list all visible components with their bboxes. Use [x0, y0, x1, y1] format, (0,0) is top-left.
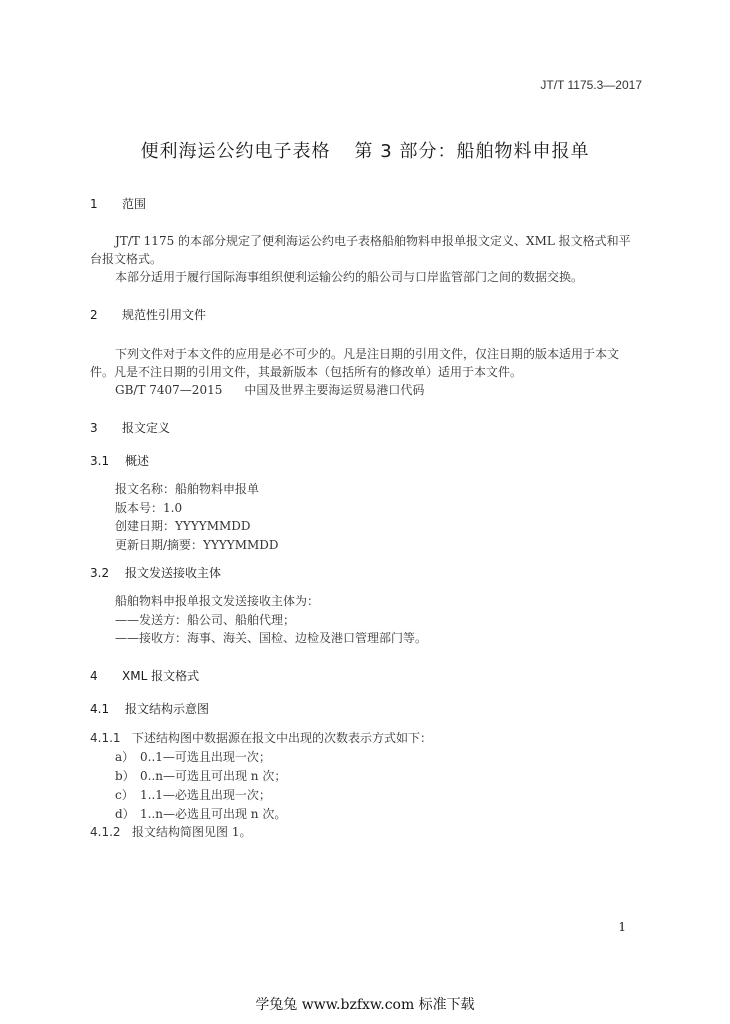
list-item	[115, 767, 286, 784]
section-number: 4	[90, 669, 98, 683]
reference-title: 中国及世界主要海运贸易港口代码	[244, 383, 425, 397]
section-title: 报文定义	[122, 421, 171, 435]
clause-text: 下述结构图中数据源在报文中出现的次数表示方式如下：	[132, 731, 433, 745]
section-3-heading	[90, 419, 170, 436]
reference-code: GB/T 7407—2015	[115, 383, 223, 397]
creation-date: 创建日期：YYYYMMDD	[115, 519, 251, 533]
sender-item: ——发送方：船公司、船舶代理；	[115, 613, 296, 627]
section-2-heading	[90, 306, 206, 323]
section-number: 3.2	[90, 566, 110, 580]
section-4-heading	[90, 667, 199, 684]
list-item-text: 0..1—可选且出现一次；	[140, 750, 271, 764]
title-part: 第 3 部分：船舶物料申报单	[354, 141, 590, 162]
clause-text: 报文结构简图见图 1。	[132, 825, 252, 839]
section-number: 3	[90, 421, 98, 435]
s1-paragraph-1b: 台报文格式。	[90, 252, 163, 266]
clause-number: 4.1.2	[90, 825, 121, 839]
section-title: 报文结构示意图	[125, 702, 210, 716]
section-3-2-heading	[90, 564, 221, 581]
list-item-text: 1..n—必选且可出现 n 次。	[140, 807, 287, 821]
section-1-heading	[90, 195, 146, 212]
section-title: 概述	[125, 454, 150, 468]
list-item-label: c）	[115, 788, 134, 802]
list-item-label: d）	[115, 807, 135, 821]
section-3-1-heading	[90, 452, 149, 469]
section-number: 2	[90, 308, 98, 322]
clause-number: 4.1.1	[90, 731, 121, 745]
section-title: 范围	[122, 197, 147, 211]
section-title: 规范性引用文件	[122, 308, 207, 322]
s1-paragraph-1a: JT/T 1175 的本部分规定了便利海运公约电子表格船舶物料申报单报文定义、XML 报文格式和平	[115, 234, 631, 248]
list-item-label: a）	[115, 750, 135, 764]
list-item	[115, 786, 271, 803]
document-title	[0, 137, 730, 163]
clause-4-1-2	[90, 823, 251, 840]
section-title: XML 报文格式	[122, 669, 200, 683]
section-4-1-heading	[90, 700, 209, 717]
list-item-text: 0..n—可选且可出现 n 次；	[140, 769, 287, 783]
section-number: 1	[90, 197, 98, 211]
update-date: 更新日期/摘要：YYYYMMDD	[115, 538, 279, 552]
list-item-text: 1..1—必选且出现一次；	[140, 788, 271, 802]
standard-code: JT/T 1175.3—2017	[540, 78, 642, 92]
normative-reference	[115, 381, 424, 398]
clause-4-1-1	[90, 729, 432, 746]
receiver-item: ——接收方：海事、海关、国检、边检及港口管理部门等。	[115, 631, 428, 645]
section-number: 3.1	[90, 454, 110, 468]
page-number: 1	[618, 920, 626, 934]
section-number: 4.1	[90, 702, 110, 716]
parties-intro: 船舶物料申报单报文发送接收主体为：	[115, 594, 320, 608]
list-item-label: b）	[115, 769, 135, 783]
title-main: 便利海运公约电子表格	[140, 141, 331, 162]
watermark-link[interactable]: 学兔兔 www.bzfxw.com 标准下载	[255, 997, 475, 1013]
section-title: 报文发送接收主体	[125, 566, 222, 580]
message-name: 报文名称：船舶物料申报单	[115, 482, 260, 496]
version-number: 版本号：1.0	[115, 501, 183, 515]
s2-paragraph-1a: 下列文件对于本文件的应用是必不可少的。凡是注日期的引用文件，仅注日期的版本适用于本文	[115, 347, 620, 361]
list-item	[115, 805, 286, 822]
s1-paragraph-2: 本部分适用于履行国际海事组织便利运输公约的船公司与口岸监管部门之间的数据交换。	[115, 270, 584, 284]
s2-paragraph-1b: 件。凡是不注日期的引用文件，其最新版本（包括所有的修改单）适用于本文件。	[90, 365, 523, 379]
list-item	[115, 748, 271, 765]
